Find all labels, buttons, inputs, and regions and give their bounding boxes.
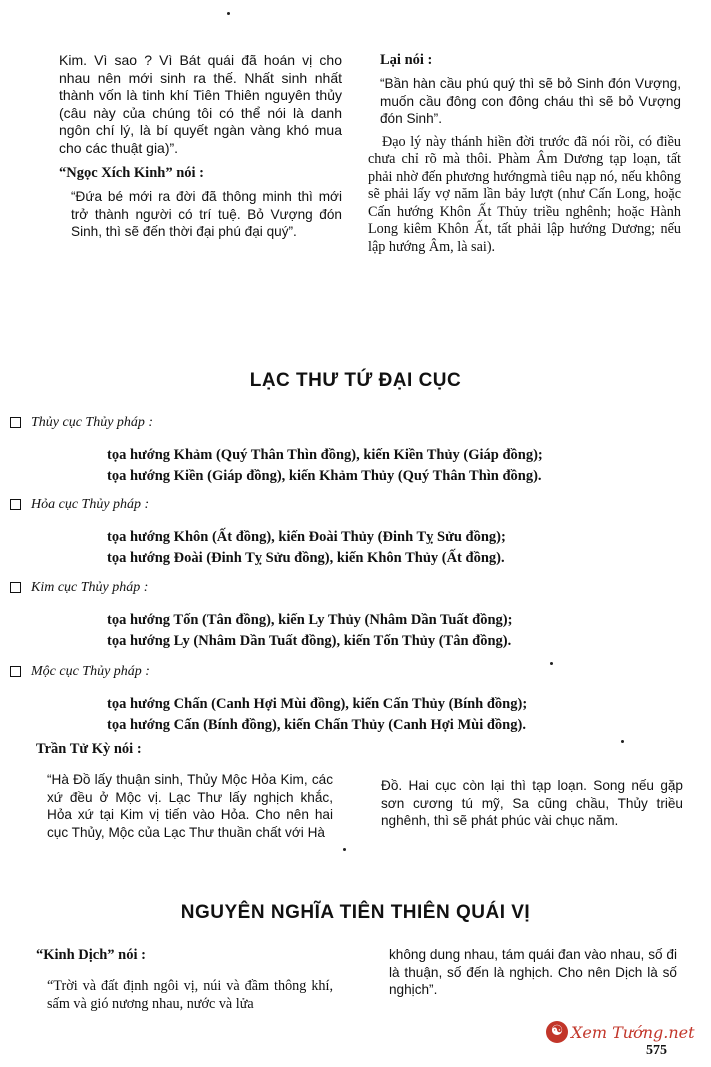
quotation: không dung nhau, tám quái đan vào nhau, số đi là thuận, số đến là nghịch. Cho nên Dịch là số nghịch”.: [389, 947, 677, 997]
paragraph: Kim. Vì sao ? Vì Bát quái đã hoán vị cho nhau nên mới sinh ra thế. Nhất sinh nhất thành vốn là tinh khí Tiên Thiên nguyên thủy (câu này của chúng tôi có thể nói là danh ngôn chí lý, là bí quyết ngàn vàng khó mua cho các thuật gia)”.: [59, 52, 342, 156]
text-line: tọa hướng Ly (Nhâm Dần Tuất đồng), kiến Tốn Thủy (Tân đồng).: [107, 633, 512, 649]
text-line: tọa hướng Chấn (Canh Hợi Mùi đồng), kiến Cấn Thủy (Bính đồng);: [107, 696, 528, 712]
text-line: tọa hướng Khôn (Ất đồng), kiến Đoài Thủy (Đinh Tỵ Sửu đồng);: [107, 529, 506, 545]
watermark-text: Xem Tướng.net: [571, 1022, 695, 1042]
text-line: tọa hướng Đoài (Đinh Tỵ Sửu đồng), kiến Khôn Thủy (Ất đồng).: [107, 550, 505, 566]
quotation: Đồ. Hai cục còn lại thì tạp loạn. Song nếu gặp sơn cương tú mỹ, Sa cũng chầu, Thủy triều nghênh, thì sẽ phát phúc vài chục năm.: [381, 778, 683, 828]
quote-source-label: “Kinh Dịch” nói :: [36, 947, 146, 963]
page-number: 575: [646, 1043, 667, 1058]
checkbox-square-icon: [10, 666, 21, 677]
section-heading: NGUYÊN NGHĨA TIÊN THIÊN QUÁI VỊ: [180, 902, 531, 923]
list-item: [10, 415, 700, 431]
text-line: tọa hướng Tốn (Tân đồng), kiến Ly Thủy (Nhâm Dần Tuất đồng);: [107, 612, 513, 628]
paragraph: Đạo lý này thánh hiền đời trước đã nói rồi, có điều chưa chỉ rõ mà thôi. Phàm Âm Dương tạp loạn, tất phải nhờ đến phương hướngmà tiêu nạp nó, nếu không sẽ phải lấy vợ năm lần bảy lượt (như Cấn Long, hoặc Cấn hướng Khôn Ất Thủy triều nghênh; hoặc Hành Long kiêm Khôn Ất, tất phải lập hướng Dương; nếu lập hướng Âm, là sai).: [368, 133, 681, 255]
list-item-lines: [107, 445, 697, 487]
quote-source-label: “Ngọc Xích Kinh” nói :: [59, 165, 205, 181]
checkbox-square-icon: [10, 582, 21, 593]
section-heading: LẠC THƯ TỨ ĐẠI CỤC: [249, 370, 462, 391]
scan-speck: [227, 12, 230, 15]
top-right-column: [368, 52, 681, 256]
yin-yang-icon: ☯: [546, 1021, 568, 1043]
list-item-lines: [107, 610, 697, 652]
list-item: [10, 497, 700, 513]
quote-left-column: [47, 771, 333, 841]
list-item: [10, 664, 700, 680]
list-item-lines: [107, 694, 697, 736]
subheading: Mộc cục Thủy pháp :: [31, 664, 150, 679]
quote-left-column: [47, 978, 333, 1013]
text-line: tọa hướng Khảm (Quý Thân Thìn đồng), kiến Kiền Thủy (Giáp đồng);: [107, 447, 543, 463]
quotation: “Trời và đất định ngôi vị, núi và đầm thông khí, sấm và gió nương nhau, nước và lửa: [47, 978, 333, 1012]
subheading: Hỏa cục Thủy pháp :: [31, 497, 150, 512]
quote-source-label: Trần Tử Kỳ nói :: [36, 741, 142, 757]
subheading: Kim cục Thủy pháp :: [31, 580, 149, 595]
text-line: tọa hướng Kiền (Giáp đồng), kiến Khảm Thủy (Quý Thân Thìn đồng).: [107, 468, 542, 484]
list-item-lines: [107, 527, 697, 569]
top-left-column: [59, 52, 342, 241]
quotation: “Hà Đồ lấy thuận sinh, Thủy Mộc Hỏa Kim, các xứ đều ở Mộc vị. Lạc Thư lấy nghịch khắc, Hỏa xứ tại Kim vị tiến vào Hỏa. Cho nên hai cục Thủy, Mộc của Lạc Thư thuần chất với Hà: [47, 772, 333, 840]
watermark-logo: [546, 1019, 711, 1045]
checkbox-square-icon: [10, 499, 21, 510]
list-item: [10, 580, 700, 596]
scan-speck: [621, 740, 624, 743]
quotation: “Bần hàn cầu phú quý thì sẽ bỏ Sinh đón Vượng, muốn cầu đông con đông cháu thì sẽ bỏ Vượng đón Sinh”.: [380, 76, 681, 126]
text-line: tọa hướng Cấn (Bính đồng), kiến Chấn Thủy (Canh Hợi Mùi đồng).: [107, 717, 526, 733]
subheading: Thủy cục Thủy pháp :: [31, 415, 154, 430]
scan-speck: [550, 662, 553, 665]
quote-right-column: [389, 946, 677, 999]
quote-right-column: [381, 777, 683, 830]
checkbox-square-icon: [10, 417, 21, 428]
quotation: “Đứa bé mới ra đời đã thông minh thì mới trở thành người có trí tuệ. Bỏ Vượng đón Sinh, thì sẽ đến thời đại phú đại quý”.: [71, 189, 342, 239]
quote-source-label: Lại nói :: [380, 52, 433, 68]
scan-speck: [343, 848, 346, 851]
